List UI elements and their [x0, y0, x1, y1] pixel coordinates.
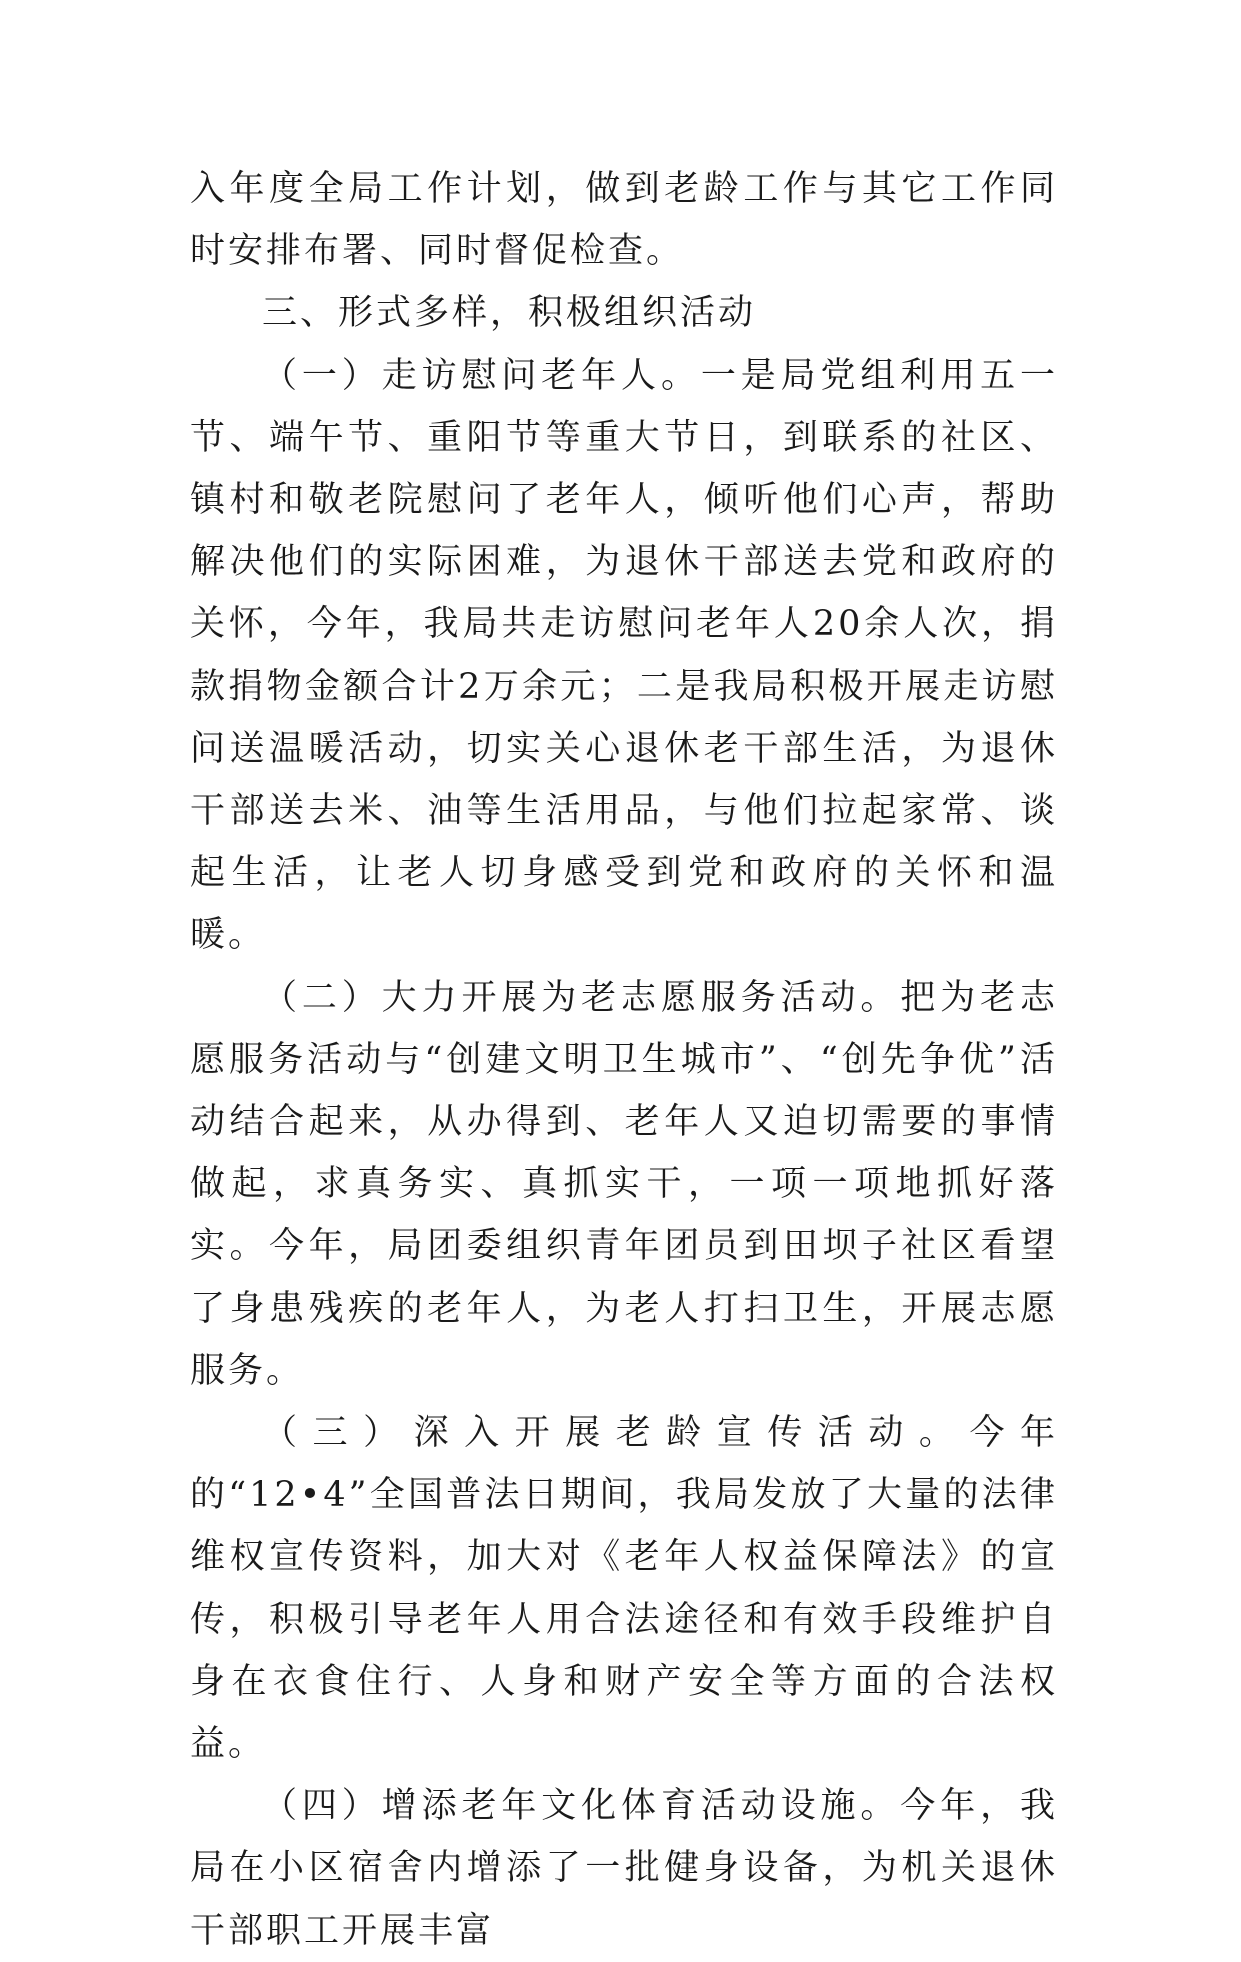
paragraph-continuation: 入年度全局工作计划，做到老龄工作与其它工作同时安排布署、同时督促检查。 [190, 169, 1058, 272]
paragraph-visiting-elderly: （一）走访慰问老年人。一是局党组利用五一节、端午节、重阳节等重大节日，到联系的社区、镇村和敬老院慰问了老年人，倾听他们心声，帮助解决他们的实际困难，为退休干部送去党和政府的关怀，今年，我局共走访慰问老年人20余人次，捐款捐物金额合计2万余元；二是我局积极开展走访慰问送温暖活动，切实关心退休老干部生活，为退休干部送去米、油等生活用品，与他们拉起家常、谈起生活，让老人切身感受到党和政府的关怀和温暖。 [190, 355, 1058, 956]
paragraph-sports-facilities: （四）增添老年文化体育活动设施。今年，我局在小区宿舍内增添了一批健身设备，为机关退休干部职工开展丰富 [190, 1786, 1058, 1951]
paragraph-volunteer-service: （二）大力开展为老志愿服务活动。把为老志愿服务活动与“创建文明卫生城市”、“创先争优”活动结合起来，从办得到、老年人又迫切需要的事情做起，求真务实、真抓实干，一项一项地抓好落实。今年，局团委组织青年团员到田坝子社区看望了身患残疾的老年人，为老人打扫卫生，开展志愿服务。 [190, 977, 1058, 1391]
document-body [190, 158, 1058, 1962]
paragraph-publicity: （三）深入开展老龄宣传活动。今年的“12•4”全国普法日期间，我局发放了大量的法律维权宣传资料，加大对《老年人权益保障法》的宣传，积极引导老年人用合法途径和有效手段维护自身在衣食住行、人身和财产安全等方面的合法权益。 [190, 1413, 1058, 1765]
section-heading: 三、形式多样，积极组织活动 [262, 293, 757, 334]
